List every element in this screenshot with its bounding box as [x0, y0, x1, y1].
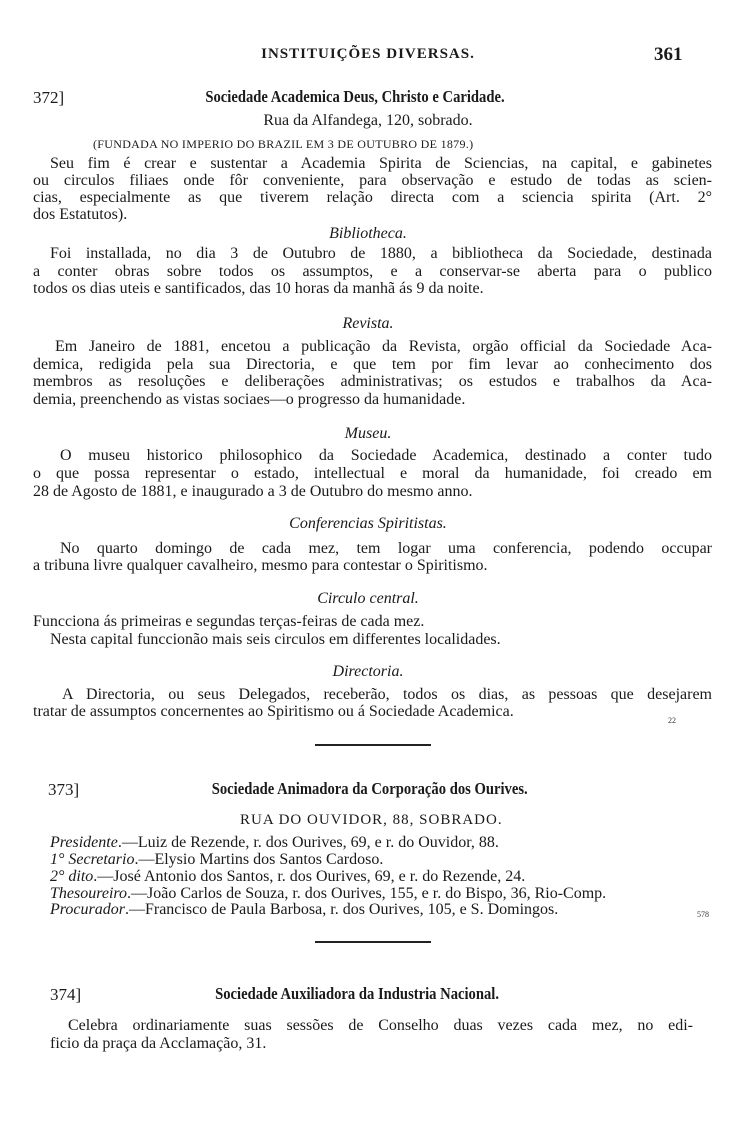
officer-details: .—Luiz de Rezende, r. dos Ourives, 69, e r. do Ouvidor, 88.: [117, 834, 499, 851]
officer-details: .—Elysio Martins dos Santos Cardoso.: [134, 851, 384, 868]
officer-details: .—José Antonio dos Santos, r. dos Ourives, 69, e r. do Rezende, 24.: [93, 868, 526, 885]
running-header: INSTITUIÇÕES DIVERSAS.: [261, 46, 475, 62]
officer-role: Thesoureiro: [50, 885, 128, 902]
entry-title: [150, 88, 560, 105]
entry-title: [160, 780, 580, 797]
text-line: demica, redigida pela sua Directoria, e que tem por fim levar ao conhecimento dos: [33, 356, 712, 373]
text-line: No quarto domingo de cada mez, tem logar uma conferencia, podendo occupar: [60, 540, 712, 557]
text-line: cias, especialmente as que tiverem relação directa com a sciencia spirita (Art. 2°: [33, 189, 712, 206]
section-heading: Bibliotheca.: [329, 225, 407, 242]
text-line: Foi installada, no dia 3 de Outubro de 1880, a bibliotheca da Sociedade, destinada: [50, 245, 712, 262]
officer-details: .—Francisco de Paula Barbosa, r. dos Ourives, 105, e S. Domingos.: [124, 901, 559, 918]
entry-title: [160, 985, 555, 1002]
text-line: Nesta capital funccionão mais seis circulos em differentes localidades.: [50, 631, 501, 648]
entry-number: 374]: [50, 985, 82, 1004]
section-heading: Conferencias Spiritistas.: [289, 515, 447, 532]
text-line: ficio da praça da Acclamação, 31.: [50, 1035, 267, 1052]
text-line: Em Janeiro de 1881, encetou a publicação da Revista, orgão official da Sociedade Aca-: [55, 338, 712, 355]
entry-title-text: Sociedade Animadora da Corporação dos Ourives.: [212, 779, 528, 798]
officer-details: .—João Carlos de Souza, r. dos Ourives, 155, e r. do Bispo, 36, Rio-Comp.: [127, 885, 607, 902]
text-line: ou circulos filiaes onde fôr conveniente, para observação e estudo de todas as scien-: [33, 172, 712, 189]
text-line: demia, preenchendo as vistas sociaes—o progresso da humanidade.: [33, 391, 466, 408]
text-line: o que possa representar o estado, intellectual e moral da humanidade, foi creado em: [33, 465, 712, 482]
officer-line: [50, 851, 383, 868]
officer-line: [50, 868, 525, 885]
text-line: Funcciona ás primeiras e segundas terças-feiras de cada mez.: [33, 613, 425, 630]
page-number: 361: [654, 44, 683, 65]
section-heading: Circulo central.: [317, 590, 419, 607]
officer-role: 2° dito: [50, 868, 94, 885]
text-line: tratar de assumptos concernentes ao Spiritismo ou á Sociedade Academica.: [33, 703, 514, 720]
text-line: 28 de Agosto de 1881, e inaugurado a 3 de Outubro do mesmo anno.: [33, 483, 473, 500]
section-heading: Directoria.: [332, 663, 404, 680]
text-line: membros as resoluções e deliberações administrativas; os estudos e trabalhos da Aca-: [33, 373, 712, 390]
section-heading: Museu.: [344, 425, 392, 442]
entry-title-text: Sociedade Academica Deus, Christo e Caridade.: [205, 87, 505, 106]
officer-role: 1° Secretario: [50, 851, 135, 868]
text-line: todos os dias uteis e santificados, das 10 horas da manhã ás 9 da noite.: [33, 280, 484, 297]
text-line: Seu fim é crear e sustentar a Academia Spirita de Sciencias, na capital, e gabinetes: [50, 155, 712, 172]
text-line: Celebra ordinariamente suas sessões de Conselho duas vezes cada mez, no edi-: [68, 1017, 693, 1034]
margin-note: 22: [668, 716, 676, 725]
text-line: a conter obras sobre todos os assumptos, e a conservar-se aberta para o publico: [33, 263, 712, 280]
divider: [315, 744, 431, 746]
officer-role: Presidente: [50, 834, 118, 851]
entry-address: Rua da Alfandega, 120, sobrado.: [263, 112, 473, 129]
entry-number: 372]: [33, 88, 65, 107]
founding-note: (FUNDADA NO IMPERIO DO BRAZIL EM 3 DE OUTUBRO DE 1879.): [93, 137, 474, 151]
entry-address: RUA DO OUVIDOR, 88, SOBRADO.: [240, 812, 503, 828]
margin-note: 578: [697, 910, 709, 919]
text-line: O museu historico philosophico da Sociedade Academica, destinado a conter tudo: [60, 447, 712, 464]
entry-title-text: Sociedade Auxiliadora da Industria Nacional.: [215, 984, 500, 1003]
text-line: dos Estatutos).: [33, 206, 128, 223]
text-line: a tribuna livre qualquer cavalheiro, mesmo para contestar o Spiritismo.: [33, 557, 488, 574]
officer-line: [50, 834, 499, 851]
officer-line: [50, 901, 558, 918]
section-heading: Revista.: [342, 315, 394, 332]
divider: [315, 941, 431, 943]
officer-role: Procurador: [50, 901, 125, 918]
officer-line: [50, 885, 606, 902]
entry-number: 373]: [48, 780, 80, 799]
text-line: A Directoria, ou seus Delegados, receberão, todos os dias, as pessoas que desejarem: [62, 686, 712, 703]
